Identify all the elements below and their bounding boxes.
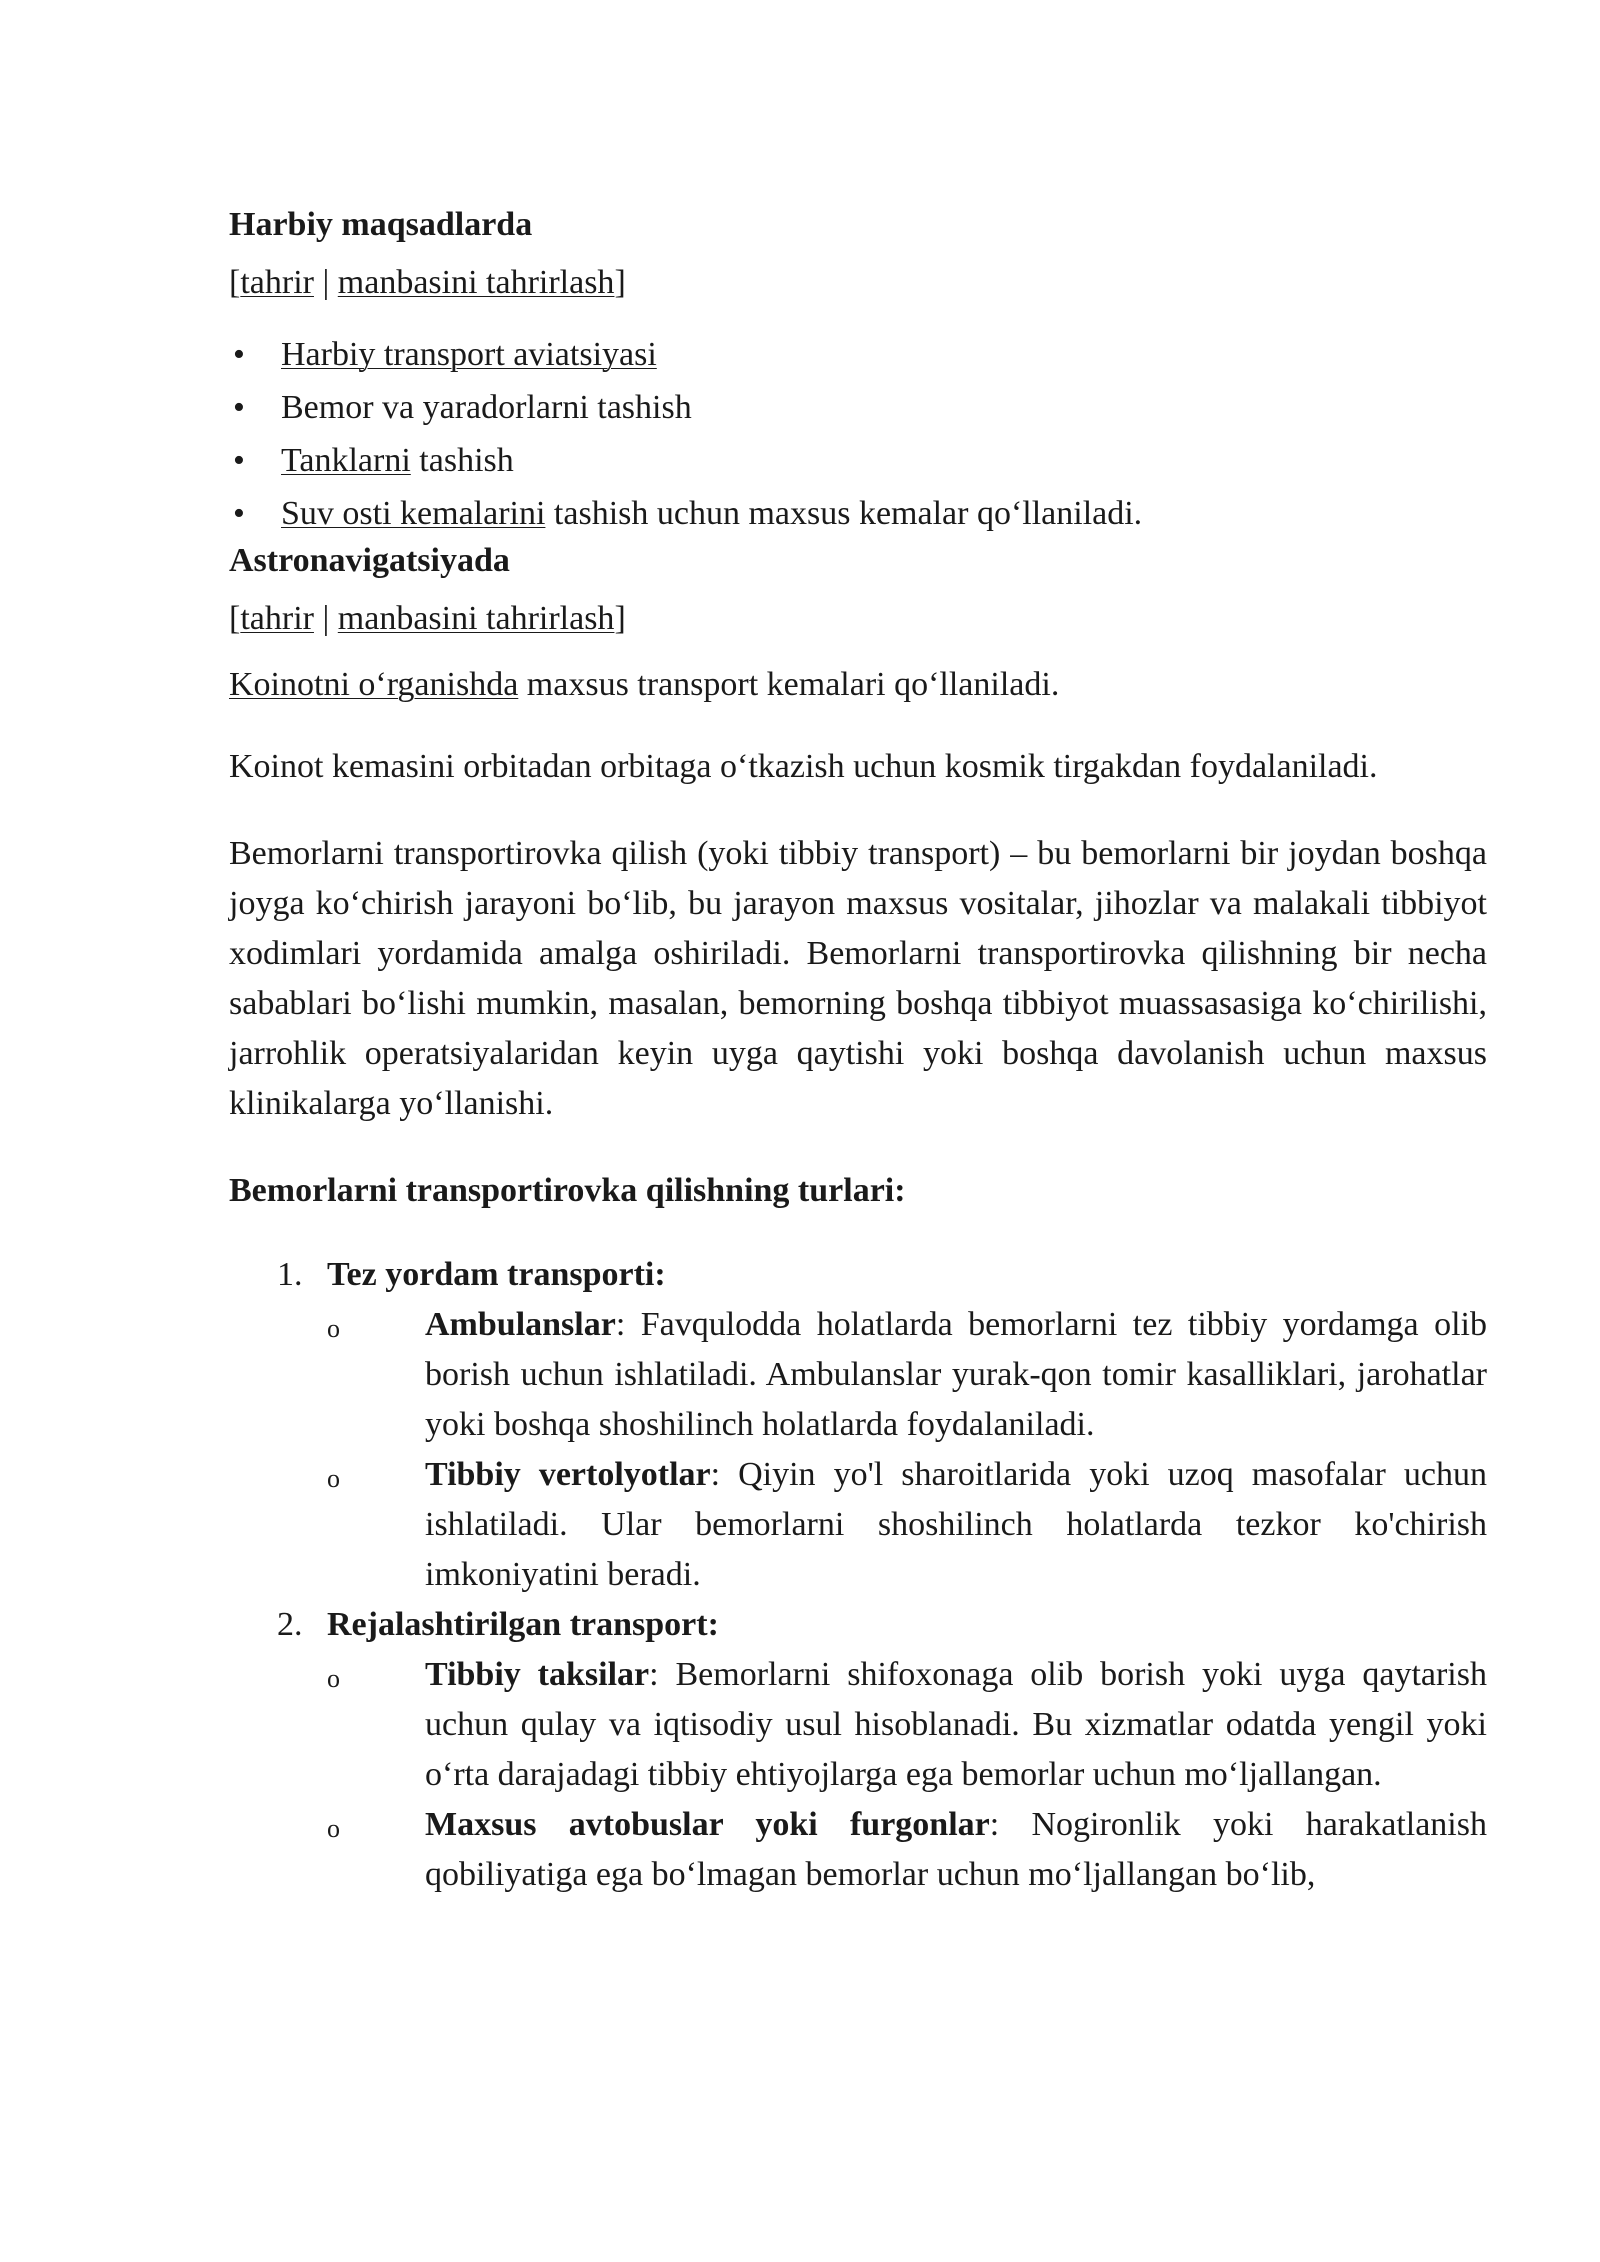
list-item [229, 1250, 1487, 1600]
document-page [229, 200, 1487, 1900]
edit-source-link[interactable]: manbasini tahrirlash [337, 600, 615, 637]
list-item [229, 489, 1487, 542]
item-number: 1. [277, 1256, 303, 1293]
list-item-text: Bemor va yaradorlarni tashish [281, 389, 692, 426]
separator: | [313, 264, 338, 301]
sub-item-term: Ambulanslar [425, 1306, 616, 1343]
sub-item-text: : Nogironlik yoki harakatlanish qobiliyatiga ega bo‘lmagan bemorlar uchun mo‘ljallangan bo‘lib, [425, 1806, 1487, 1893]
sub-item-text: : Favqulodda holatlarda bemorlarni tez tibbiy yordamga olib borish uchun ishlatiladi. Ambulanslar yurak-qon tomir kasalliklari, jarohatlar yoki boshqa shoshilinch holatlarda foydalaniladi. [425, 1306, 1487, 1443]
sub-item-text: : Bemorlarni shifoxonaga olib borish yoki uyga qaytarish uchun qulay va iqtisodiy usul hisoblanadi. Bu xizmatlar odatda yengil yoki o‘rta darajadagi tibbiy ehtiyojlarga ega bemorlar uchun mo‘ljallangan. [425, 1656, 1487, 1793]
sub-item-term: Tibbiy taksilar [425, 1656, 650, 1693]
sub-list-item [327, 1300, 1487, 1450]
bracket-close: ] [614, 600, 626, 637]
sub-list-item [327, 1800, 1487, 1900]
sub-list [327, 1300, 1487, 1600]
sub-item-text: : Qiyin yo'l sharoitlarida yoki uzoq masofalar uchun ishlatiladi. Ular bemorlarni shoshilinch holatlarda tezkor ko'chirish imkoniyatini beradi. [425, 1456, 1487, 1593]
bracket-open: [ [229, 264, 241, 301]
list-item [229, 330, 1487, 383]
edit-links [229, 594, 1487, 644]
list-item [229, 1600, 1487, 1900]
list-item-link[interactable]: Suv osti kemalarini [281, 495, 546, 532]
list-item [229, 436, 1487, 489]
edit-links [229, 258, 1487, 308]
military-list [229, 330, 1487, 542]
space-study-link[interactable]: Koinotni o‘rganishda [229, 666, 519, 703]
list-item-link[interactable]: Harbiy transport aviatsiyasi [281, 336, 657, 373]
bracket-close: ] [614, 264, 626, 301]
section-heading-military: Harbiy maqsadlarda [229, 206, 533, 243]
item-number: 2. [277, 1606, 303, 1643]
paragraph: Koinot kemasini orbitadan orbitaga o‘tkazish uchun kosmik tirgakdan foydalaniladi. [229, 748, 1378, 785]
section-heading-transport-types: Bemorlarni transportirovka qilishning turlari: [229, 1172, 906, 1209]
transport-types-list [229, 1250, 1487, 1900]
sub-list-item [327, 1650, 1487, 1800]
edit-link[interactable]: tahrir [240, 264, 314, 301]
paragraph-text: maxsus transport kemalari qo‘llaniladi. [518, 666, 1060, 703]
paragraph [229, 660, 1487, 710]
bracket-open: [ [229, 600, 241, 637]
separator: | [313, 600, 338, 637]
sub-list [327, 1650, 1487, 1900]
edit-link[interactable]: tahrir [240, 600, 314, 637]
edit-source-link[interactable]: manbasini tahrirlash [337, 264, 615, 301]
paragraph: Bemorlarni transportirovka qilish (yoki tibbiy transport) – bu bemorlarni bir joydan boshqa joyga ko‘chirish jarayoni bo‘lib, bu jarayon maxsus vositalar, jihozlar va malakali tibbiyot xodimlari yordamida amalga oshiriladi. Bemorlarni transportirovka qilishning bir necha sabablari bo‘lishi mumkin, masalan, bemorning boshqa tibbiyot muassasasiga ko‘chirilishi, jarrohlik operatsiyalaridan keyin uyga qaytishi yoki boshqa davolanish uchun maxsus klinikalarga yo‘llanishi. [229, 835, 1487, 1122]
section-heading-astronavigation: Astronavigatsiyada [229, 542, 510, 579]
list-item [229, 383, 1487, 436]
sub-list-item [327, 1450, 1487, 1600]
list-item-text: tashish [410, 442, 514, 479]
list-item-text: tashish uchun maxsus kemalar qo‘llaniladi. [545, 495, 1143, 532]
list-item-link[interactable]: Tanklarni [281, 442, 411, 479]
item-title: Tez yordam transporti: [327, 1256, 666, 1293]
sub-item-term: Tibbiy vertolyotlar [425, 1456, 711, 1493]
item-title: Rejalashtirilgan transport: [327, 1606, 719, 1643]
sub-item-term: Maxsus avtobuslar yoki furgonlar [425, 1806, 990, 1843]
